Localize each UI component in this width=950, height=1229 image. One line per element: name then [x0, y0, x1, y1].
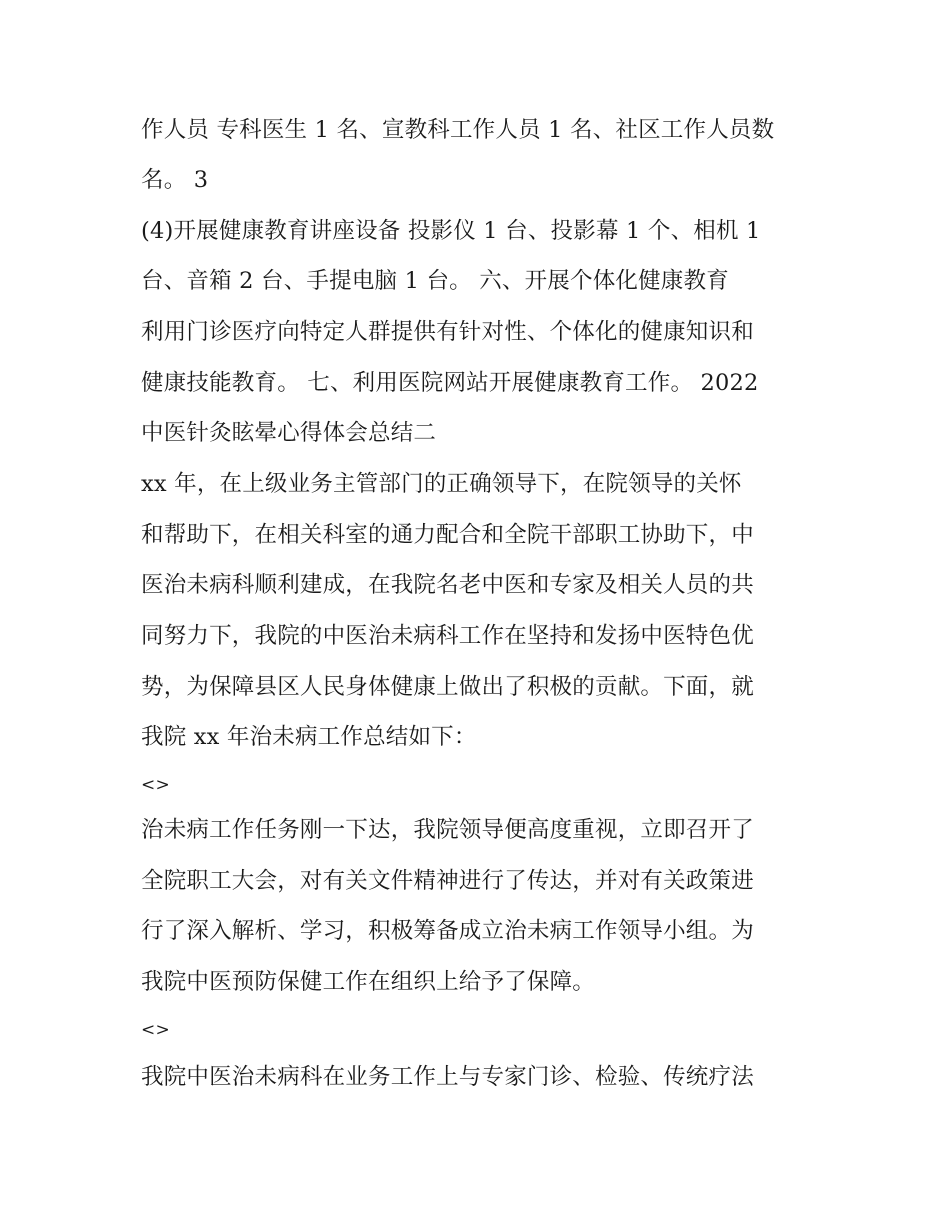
text-line: 我院中医治未病科在业务工作上与专家门诊、检验、传统疗法: [141, 1064, 754, 1090]
text-line: (4)开展健康教育讲座设备 投影仪 1 台、投影幕 1 个、相机 1: [141, 218, 761, 244]
text-line: 名。 3: [141, 167, 209, 193]
placeholder-marker: <>: [141, 775, 170, 795]
text-line: 同努力下，我院的中医治未病科工作在坚持和发扬中医特色优: [141, 623, 754, 649]
text-line: 我院中医预防保健工作在组织上给予了保障。: [141, 969, 596, 995]
text-line: 作人员 专科医生 1 名、宣教科工作人员 1 名、社区工作人员数: [141, 117, 775, 143]
text-line: 全院职工大会，对有关文件精神进行了传达，并对有关政策进: [141, 868, 754, 894]
text-line: 治未病工作任务刚一下达，我院领导便高度重视，立即召开了: [141, 817, 754, 843]
placeholder-marker: <>: [141, 1020, 170, 1040]
text-line: 医治未病科顺利建成，在我院名老中医和专家及相关人员的共: [141, 572, 754, 598]
text-line: 势，为保障县区人民身体健康上做出了积极的贡献。下面，就: [141, 674, 754, 700]
text-line: 我院 xx 年治未病工作总结如下：: [141, 724, 477, 750]
text-line: 健康技能教育。 七、利用医院网站开展健康教育工作。 2022: [141, 370, 759, 396]
text-line: 利用门诊医疗向特定人群提供有针对性、个体化的健康知识和: [141, 319, 754, 345]
text-line: 台、音箱 2 台、手提电脑 1 台。 六、开展个体化健康教育: [141, 268, 729, 294]
text-line: 行了深入解析、学习，积极筹备成立治未病工作领导小组。为: [141, 918, 754, 944]
text-line: 和帮助下，在相关科室的通力配合和全院干部职工协助下，中: [141, 522, 754, 548]
section-heading: 中医针灸眩晕心得体会总结二: [141, 420, 437, 446]
text-line: xx 年，在上级业务主管部门的正确领导下，在院领导的关怀: [141, 471, 742, 497]
